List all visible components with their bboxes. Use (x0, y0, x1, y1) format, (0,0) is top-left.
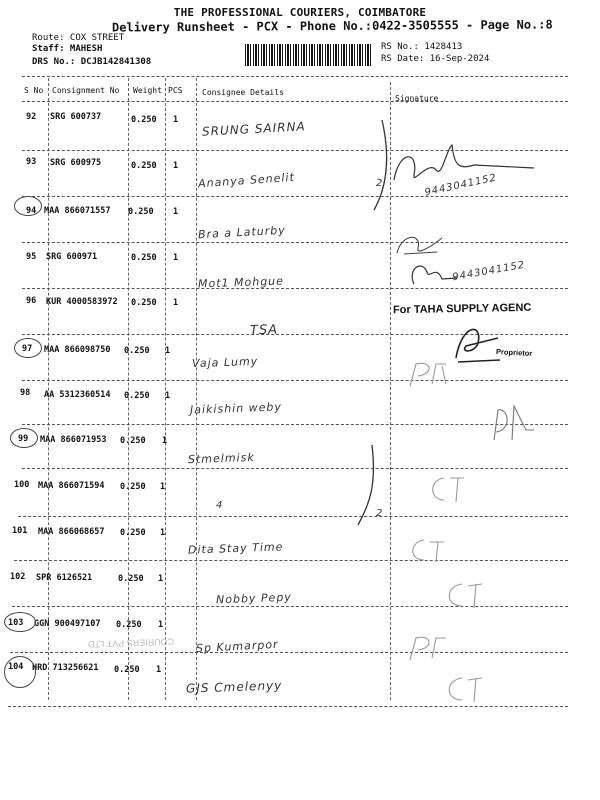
row-separator (22, 242, 568, 243)
row-consignment: KUR 4000583972 (46, 297, 118, 307)
row-separator (14, 560, 568, 561)
row-separator (22, 468, 568, 469)
row-separator (18, 516, 568, 517)
handwritten-consignee: Bra a Laturby (197, 223, 286, 242)
handwritten-consignee: Dita Stay Time (187, 540, 284, 557)
signature-mark (404, 534, 454, 570)
row-weight: 0.250 (120, 482, 146, 492)
handwritten-count: 2 (376, 178, 384, 189)
row-pcs: 1 (173, 207, 179, 217)
company-stamp: For TAHA SUPPLY AGENC (392, 301, 532, 317)
bracket-stroke (350, 440, 380, 530)
table-row (0, 660, 600, 706)
row-weight: 0.250 (114, 665, 140, 675)
row-consignment: SRG 600737 (50, 112, 102, 122)
row-pcs: 1 (165, 346, 171, 356)
row-weight: 0.250 (118, 574, 144, 584)
row-pcs: 1 (162, 436, 168, 446)
row-sno: 97 (22, 344, 33, 354)
handwritten-phone: 9443041152 (451, 259, 527, 284)
drs-number: DRS No.: DCJB142841308 (32, 57, 152, 67)
route-label: Route: COX STREET (32, 33, 125, 43)
sno-circle (4, 656, 36, 688)
row-weight: 0.250 (128, 207, 154, 217)
handwritten-consignee: GJS Cmelenyy (185, 678, 283, 696)
row-pcs: 1 (173, 253, 179, 263)
row-weight: 0.250 (120, 528, 146, 538)
handwritten-consignee: Sp Kumarpor (195, 637, 279, 656)
sno-circle (4, 612, 36, 632)
table-row (0, 524, 600, 570)
row-sno: 99 (18, 434, 29, 444)
handwritten-count: 2 (376, 508, 384, 519)
handwritten-phone: 9443041152 (423, 172, 498, 199)
handwritten-consignee: SRUNG SAIRNA (201, 119, 307, 139)
row-weight: 0.250 (124, 346, 150, 356)
sno-circle (10, 428, 38, 448)
row-sno: 101 (12, 526, 28, 536)
signature-mark (424, 470, 474, 510)
stamp-role: Proprietor (495, 347, 533, 358)
row-weight: 0.250 (131, 161, 157, 171)
row-separator (10, 652, 568, 653)
row-consignment: GGN 900497107 (34, 619, 101, 629)
row-weight: 0.250 (116, 620, 142, 630)
barcode (245, 44, 373, 66)
row-consignment: AA 5312360514 (44, 390, 111, 400)
handwritten-consignee: Nobby Pepy (215, 590, 293, 607)
handwritten-consignee: Stmelmisk (187, 450, 255, 467)
staff-label: Staff: MAHESH (32, 44, 103, 54)
row-pcs: 1 (158, 574, 164, 584)
row-sno: 102 (10, 572, 26, 582)
rs-date: RS Date: 16-Sep-2024 (381, 54, 490, 64)
signature-mark (402, 630, 452, 666)
col-pcs: PCS (168, 86, 183, 95)
signature-mark (402, 254, 462, 290)
row-pcs: 1 (173, 298, 179, 308)
row-pcs: 1 (160, 482, 166, 492)
row-sno: 92 (26, 112, 37, 122)
row-weight: 0.250 (131, 298, 157, 308)
row-weight: 0.250 (131, 253, 157, 263)
handwritten-consignee: 4 (216, 500, 224, 511)
row-sno: 104 (8, 662, 24, 672)
header-rule-bottom (22, 101, 568, 102)
row-weight: 0.250 (124, 391, 150, 401)
runsheet-title: Delivery Runsheet - PCX - Phone No.:0422-3505555 - Page No.:8 (111, 17, 553, 35)
row-pcs: 1 (173, 115, 179, 125)
row-weight: 0.250 (131, 115, 157, 125)
row-pcs: 1 (173, 161, 179, 171)
sno-circle (14, 196, 42, 216)
header-rule-top (22, 76, 568, 77)
row-consignment: MAA 866071557 (44, 206, 111, 216)
row-consignment: SPR 6126521 (36, 573, 93, 583)
signature-mark (402, 356, 462, 392)
handwritten-consignee: Ananya Senelit (197, 170, 296, 191)
signature-mark (440, 576, 490, 616)
row-sno: 98 (20, 388, 31, 398)
row-sno: 94 (26, 206, 37, 216)
row-sno: 93 (26, 157, 37, 167)
row-separator (22, 288, 568, 289)
row-sno: 96 (26, 296, 37, 306)
col-sno: S No (24, 86, 44, 95)
table-row (0, 478, 600, 524)
row-weight: 0.250 (120, 436, 146, 446)
row-consignment: MAA 866068657 (38, 527, 105, 537)
faint-stamp-text: COURIERS PVT LTD (87, 636, 175, 650)
handwritten-consignee: Vaja Lumy (191, 354, 259, 371)
row-consignment: SRG 600971 (46, 252, 98, 262)
company-title: THE PROFESSIONAL COURIERS, COIMBATORE (173, 6, 427, 19)
row-consignment: MAA 866098750 (44, 345, 111, 355)
row-pcs: 1 (160, 528, 166, 538)
signature-mark (484, 400, 544, 448)
handwritten-consignee: TSA (249, 322, 279, 339)
row-consignment: HRD 713256621 (32, 663, 99, 673)
col-weight: Weight (133, 86, 162, 95)
handwritten-consignee: Jaikishin weby (189, 400, 283, 417)
row-sno: 100 (14, 480, 30, 490)
row-pcs: 1 (165, 391, 171, 401)
col-consignment: Consignment No (52, 86, 120, 95)
row-separator (22, 196, 568, 197)
col-consignee: Consignee Details (202, 88, 284, 97)
row-consignment: SRG 600975 (50, 158, 102, 168)
row-consignment: MAA 866071594 (38, 481, 105, 491)
col-signature: Signature (395, 94, 439, 103)
rs-number: RS No.: 1428413 (381, 42, 463, 52)
row-pcs: 1 (158, 620, 164, 630)
signature-mark (384, 140, 544, 195)
handwritten-consignee: Mot1 Mohgue (197, 274, 285, 291)
table-row (0, 570, 600, 616)
signature-mark (440, 670, 490, 710)
row-sno: 95 (26, 252, 37, 262)
row-pcs: 1 (156, 665, 162, 675)
row-consignment: MAA 866071953 (40, 435, 107, 445)
row-sno: 103 (8, 618, 24, 628)
sno-circle (14, 338, 42, 358)
row-separator (22, 380, 568, 381)
